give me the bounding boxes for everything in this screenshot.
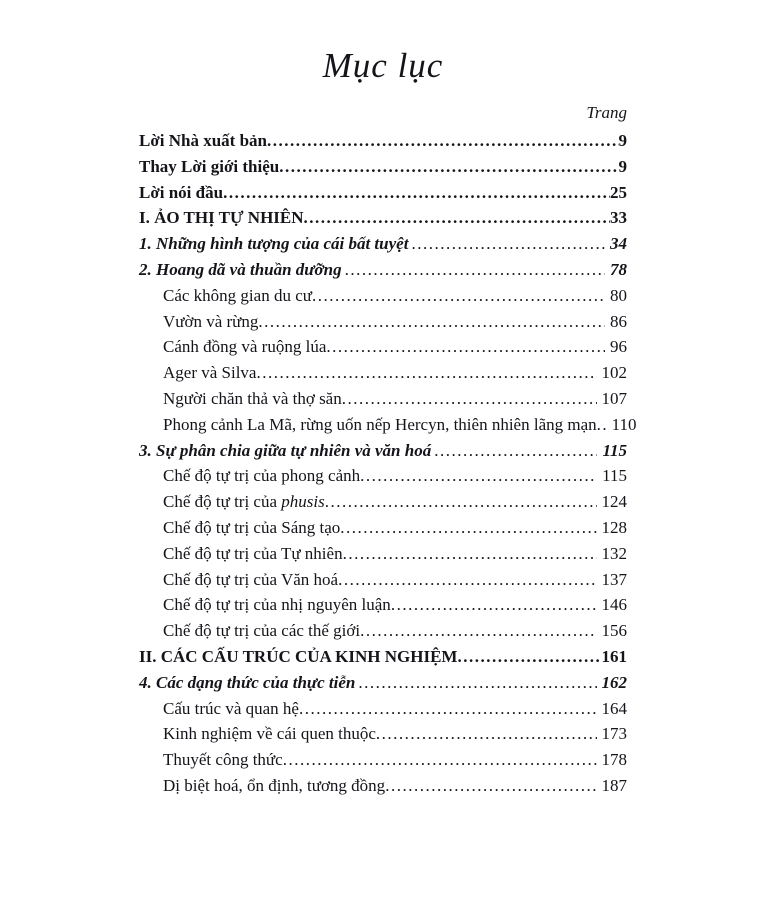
toc-entry-label-text: Ager và Silva — [163, 363, 257, 383]
dot-leader — [312, 283, 605, 309]
toc-entry-label — [163, 747, 283, 773]
toc-entry-label-text: Chế độ tự trị của Văn hoá — [163, 569, 339, 589]
dot-leader — [258, 309, 605, 335]
toc-entry — [139, 567, 627, 593]
dot-leader — [279, 154, 618, 180]
dot-leader — [385, 773, 596, 799]
toc-entry-page: 128 — [601, 517, 627, 537]
toc-entry — [139, 515, 627, 541]
toc-entry-label — [139, 257, 342, 283]
toc-entry — [139, 309, 627, 335]
toc-entry-label-text: 1. Những hình tượng của cái bất tuyệt — [139, 234, 409, 254]
page-column-header: Trang — [586, 103, 627, 122]
toc-entry — [139, 696, 627, 722]
toc-entry-page: 161 — [601, 646, 627, 666]
dot-leader — [299, 696, 597, 722]
toc-entry-label-text: Chế độ tự trị của — [163, 492, 282, 512]
dot-leader — [343, 541, 597, 567]
toc-entry-label — [163, 283, 312, 309]
toc-entry-page: 107 — [601, 388, 627, 408]
toc-entry-label-text: Chế độ tự trị của phong cảnh — [163, 466, 361, 486]
toc-entry-label — [163, 721, 376, 747]
toc-entry — [139, 670, 627, 696]
toc-entry — [139, 644, 627, 670]
toc-entry-label — [139, 438, 431, 464]
toc-entry-label — [163, 360, 256, 386]
toc-entry-label — [139, 180, 223, 206]
toc-entry — [139, 128, 627, 154]
toc-entry — [139, 205, 627, 231]
toc-entry-page: 124 — [601, 492, 627, 512]
dot-leader — [223, 180, 610, 206]
toc-entry-page: 110 — [611, 414, 637, 434]
dot-leader — [304, 205, 610, 231]
toc-entry-label — [163, 773, 385, 799]
toc-entry-label-text: Người chăn thả và thợ săn — [163, 388, 342, 408]
toc-entry-page: 137 — [601, 569, 627, 589]
toc-entry — [139, 334, 627, 360]
toc-entry — [139, 463, 627, 489]
toc-entry-label-text: Chế độ tự trị của Tự nhiên — [163, 543, 343, 563]
toc-entry — [139, 257, 627, 283]
toc-entry-label — [163, 696, 299, 722]
dot-leader — [267, 128, 619, 154]
toc-entry-page: 9 — [618, 131, 627, 150]
toc-entry-page: 96 — [610, 337, 627, 357]
dot-leader — [283, 747, 597, 773]
toc-entry-label — [163, 386, 342, 412]
toc-entry-page: 78 — [610, 259, 627, 279]
toc-entry-label-text: Lời Nhà xuất bản — [139, 131, 267, 150]
toc-entry-page: 86 — [610, 311, 627, 331]
toc-entry-label — [163, 541, 343, 567]
toc-entry-label-text: 3. Sự phân chia giữa tự nhiên và văn hoá — [139, 440, 432, 460]
toc-entry-label — [163, 334, 326, 360]
toc-entry-label-text: Vườn và rừng — [163, 311, 259, 331]
toc-entry-label — [163, 567, 338, 593]
toc-entry-label-text: I. ẢO THỊ TỰ NHIÊN — [139, 208, 304, 228]
toc-entry-page: 33 — [610, 208, 627, 228]
toc-entry — [139, 541, 627, 567]
toc-entry-label-text: Các không gian du cư — [163, 285, 312, 305]
toc-entry-label — [139, 128, 267, 154]
toc-entry-label — [139, 154, 279, 180]
toc-entry-page: 102 — [601, 363, 627, 383]
toc-entry-label-text: Cánh đồng và ruộng lúa — [163, 337, 327, 357]
toc-entry-page: 173 — [601, 724, 627, 744]
toc-entry-page: 162 — [601, 672, 627, 692]
toc-entry — [139, 412, 637, 438]
dot-leader — [411, 231, 605, 257]
toc-entry — [139, 773, 627, 799]
dot-leader — [338, 567, 596, 593]
toc-entry-label — [139, 644, 457, 670]
toc-entry-label-text: Lời nói đầu — [139, 182, 224, 202]
toc-entry-label-text: 2. Hoang dã và thuần dưỡng — [139, 259, 342, 279]
page-title: Mục lục — [322, 46, 444, 85]
toc-list — [139, 128, 637, 799]
toc-entry-label-text: Thuyết công thức — [163, 750, 283, 770]
toc-entry-page: 178 — [601, 750, 627, 770]
toc-entry-page: 25 — [610, 182, 627, 202]
toc-entry-label — [163, 309, 258, 335]
toc-entry-label — [163, 592, 391, 618]
toc-entry-page: 9 — [618, 156, 627, 176]
dot-leader — [434, 438, 597, 464]
toc-entry-page: 146 — [601, 595, 627, 615]
toc-entry — [139, 592, 627, 618]
toc-entry — [139, 438, 627, 464]
toc-entry-label-text: Phong cảnh La Mã, rừng uốn nếp Hercyn, thiên nhiên lãng mạn — [163, 414, 597, 434]
toc-entry-page: 115 — [602, 440, 627, 460]
dot-leader — [358, 670, 596, 696]
dot-leader — [391, 592, 597, 618]
toc-entry-label — [139, 205, 304, 231]
toc-entry-page: 132 — [601, 543, 627, 563]
toc-entry-label-text: 4. Các dạng thức của thực tiễn — [139, 672, 356, 692]
toc-entry — [139, 231, 627, 257]
toc-entry-label-text: Dị biệt hoá, ổn định, tương đồng — [163, 775, 386, 795]
toc-entry — [139, 618, 627, 644]
toc-entry-label-text: Cấu trúc và quan hệ — [163, 698, 299, 718]
toc-entry-label-italic: phusis — [281, 492, 325, 512]
dot-leader — [325, 489, 597, 515]
toc-entry-label — [163, 489, 325, 515]
toc-entry-label — [163, 463, 360, 489]
toc-entry-page: 115 — [602, 466, 627, 486]
dot-leader — [360, 618, 596, 644]
toc-entry-label-text: Chế độ tự trị của nhị nguyên luận — [163, 595, 391, 615]
toc-entry-page: 34 — [610, 234, 627, 254]
toc-entry — [139, 386, 627, 412]
dot-leader — [457, 644, 601, 670]
dot-leader — [256, 360, 596, 386]
toc-entry — [139, 747, 627, 773]
toc-entry-label — [163, 412, 597, 438]
toc-entry-label — [139, 670, 355, 696]
dot-leader — [340, 515, 596, 541]
toc-entry — [139, 180, 627, 206]
dot-leader — [326, 334, 605, 360]
toc-entry-label — [139, 231, 408, 257]
toc-entry — [139, 283, 627, 309]
toc-entry-label-text: Chế độ tự trị của Sáng tạo — [163, 517, 341, 537]
toc-entry-label-text: Thay Lời giới thiệu — [139, 156, 280, 176]
dot-leader — [597, 412, 607, 438]
toc-entry-label — [163, 515, 340, 541]
toc-entry-label-text: II. CÁC CẤU TRÚC CỦA KINH NGHIỆM — [139, 646, 458, 666]
toc-entry — [139, 360, 627, 386]
dot-leader — [376, 721, 597, 747]
toc-entry-label — [163, 618, 360, 644]
toc-entry — [139, 489, 627, 515]
toc-entry-page: 80 — [610, 285, 627, 305]
dot-leader — [345, 257, 605, 283]
toc-entry-page: 187 — [601, 775, 627, 795]
toc-entry-label-text: Chế độ tự trị của các thế giới — [163, 621, 361, 641]
toc-entry-page: 156 — [601, 621, 627, 641]
toc-entry-label-text: Kinh nghiệm về cái quen thuộc — [163, 724, 376, 744]
toc-entry-page: 164 — [601, 698, 627, 718]
toc-entry — [139, 154, 627, 180]
dot-leader — [360, 463, 597, 489]
toc-entry — [139, 721, 627, 747]
dot-leader — [342, 386, 597, 412]
